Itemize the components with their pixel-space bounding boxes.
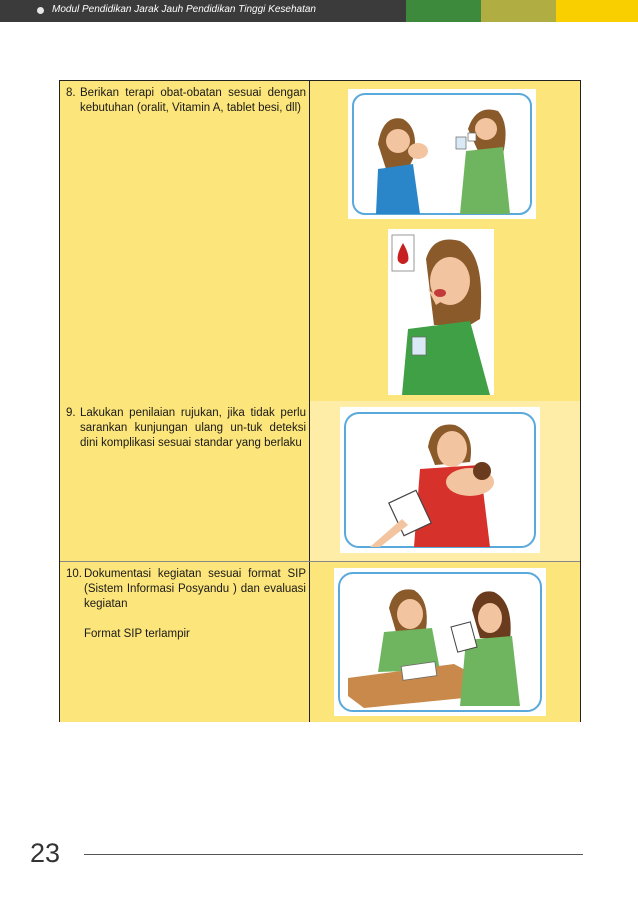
illustration-cell <box>310 562 580 722</box>
header-title: Modul Pendidikan Jarak Jauh Pendidikan Tinggi Kesehatan <box>52 4 316 15</box>
header-olive-block <box>481 0 556 22</box>
illustration-cell <box>310 81 580 401</box>
illustration-medicine-handover <box>348 89 536 219</box>
step-cell <box>60 562 310 722</box>
footer-divider <box>84 854 583 855</box>
step-text: Dokumentasi kegiatan sesuai format SIP (Sistem Informasi Posyandu ) dan evaluasi kegiatan <box>84 568 306 610</box>
step-number: 9. <box>66 407 76 419</box>
step-cell <box>60 401 310 561</box>
illustration-referral-assessment <box>340 407 540 553</box>
page-number: 23 <box>30 838 61 868</box>
header-green-block <box>406 0 481 22</box>
table-row <box>60 401 580 561</box>
header-bullet-icon <box>37 7 44 14</box>
step-number: 10. <box>66 568 82 580</box>
step-note: Format SIP terlampir <box>84 628 190 640</box>
procedure-table <box>59 80 581 722</box>
page-header <box>0 0 638 22</box>
step-text: Lakukan penilaian rujukan, jika tidak perlu sarankan kunjungan ulang un-tuk deteksi dini komplikasi sesuai standar yang berlaku <box>80 407 306 449</box>
illustration-cell <box>310 401 580 561</box>
step-cell <box>60 81 310 401</box>
illustration-documentation <box>334 568 546 716</box>
step-number: 8. <box>66 87 76 99</box>
header-yellow-block <box>556 0 638 22</box>
table-row <box>60 81 580 401</box>
table-row <box>60 561 580 722</box>
step-text: Berikan terapi obat-obatan sesuai dengan kebutuhan (oralit, Vitamin A, tablet besi, dll) <box>80 87 306 114</box>
illustration-taking-iron-tablet <box>388 229 494 395</box>
